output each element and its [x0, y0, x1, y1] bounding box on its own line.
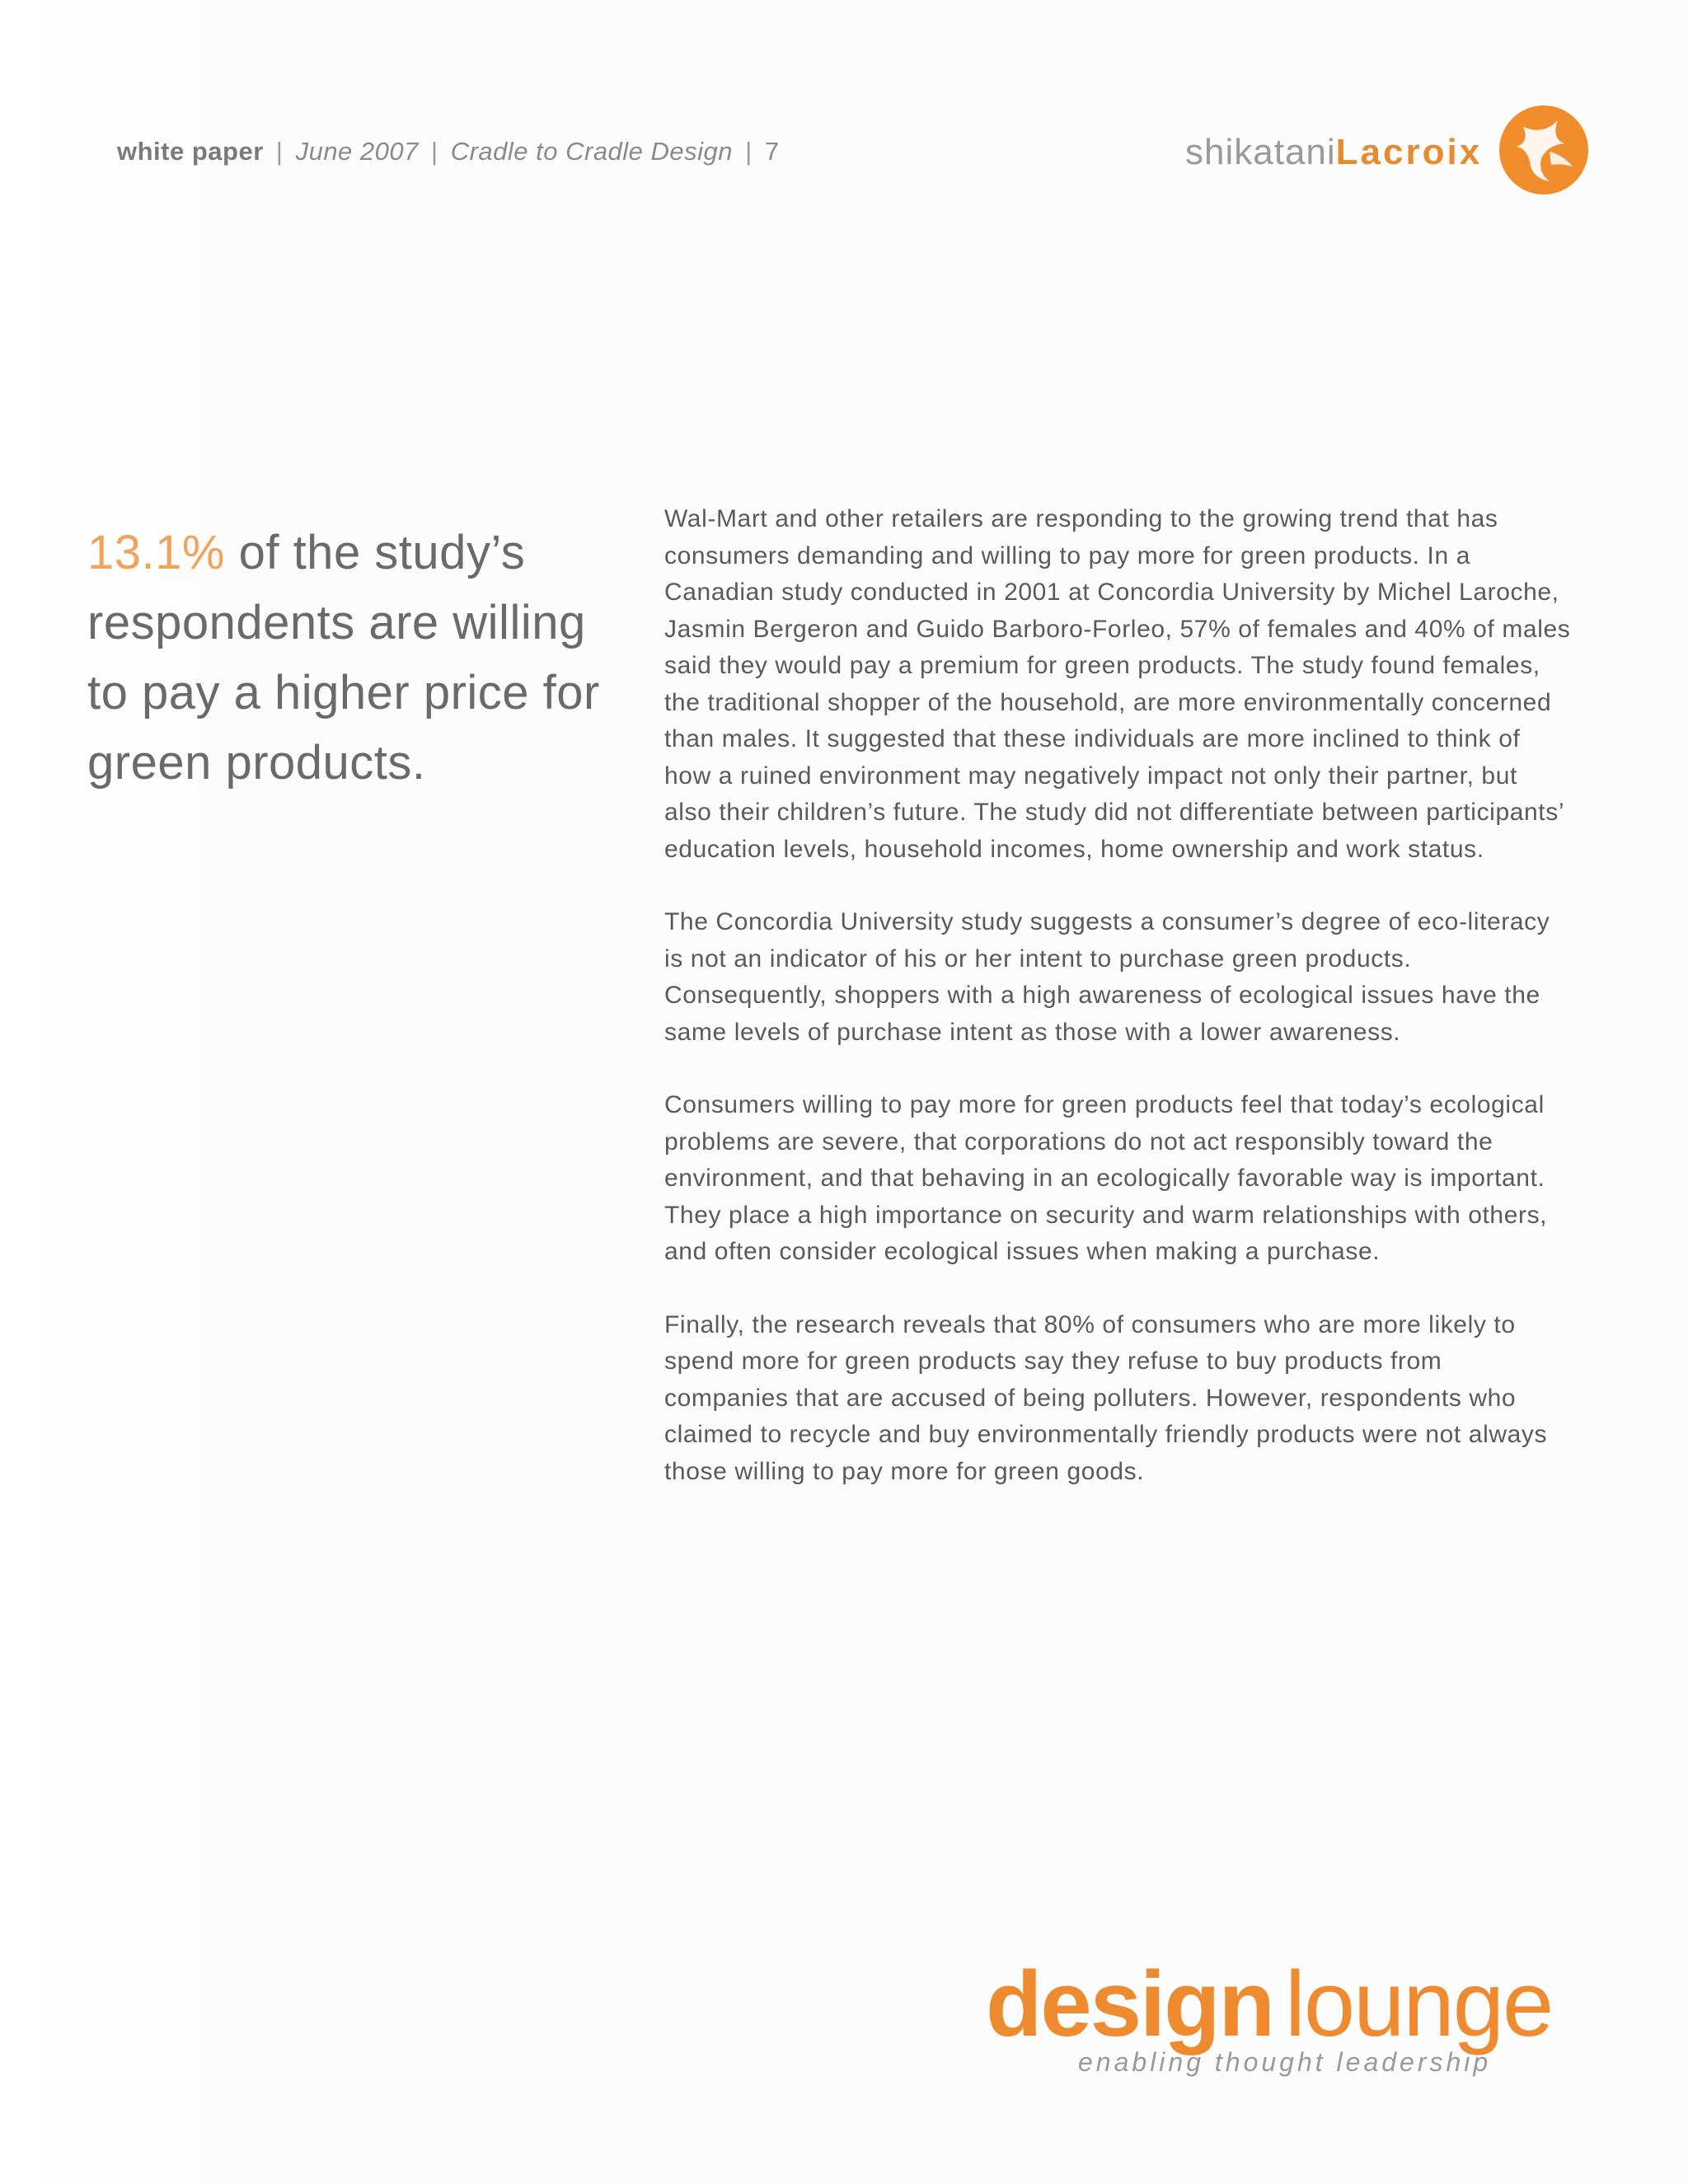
page-number: 7: [764, 137, 780, 166]
header-title: Cradle to Cradle Design: [450, 137, 734, 166]
header-separator: |: [745, 137, 753, 166]
header-separator: |: [431, 137, 438, 166]
page-margin-shade: [0, 0, 198, 2184]
paragraph: Finally, the research reveals that 80% of consumers who are more likely to spend more for green products say they refuse to buy products from companies that are accused of being polluters. However, respondents who claimed to recycle and buy environmentally friendly products were not always those willing to pay more for green goods.: [664, 1310, 1548, 1485]
pull-quote-text: of the study’s respondents are willing to pay a higher price for green products.: [87, 526, 600, 790]
shikatani-lacroix-logo: [1185, 102, 1589, 201]
paragraph: The Concordia University study suggests a consumer’s degree of eco-literacy is not an indicator of his or her intent to purchase green products. Consequently, shoppers with a high awareness of ecological issues have the same levels of purchase intent as those with a lower awareness.: [664, 908, 1550, 1046]
footer-brand-light: lounge: [1284, 1952, 1553, 2055]
footer-wordmark: [986, 1952, 1553, 2055]
header-separator: |: [275, 137, 284, 166]
footer-tagline: enabling thought leadership: [1078, 2047, 1492, 2077]
logo-emblem-icon: [1498, 102, 1589, 198]
body-text: [664, 501, 1571, 1526]
logo-name-light: shikatani: [1185, 132, 1336, 172]
logo-name-strong: Lacroix: [1335, 132, 1483, 172]
header-doc-type: white paper: [117, 137, 264, 166]
logo-wordmark: [1185, 132, 1482, 173]
paragraph: Wal-Mart and other retailers are responding to the growing trend that has consumers demanding and willing to pay more for green products. In a Canadian study conducted in 2001 at Concordia University by Michel Laroche, Jasmin Bergeron and Guido Barboro-Forleo, 57% of females and 40% of males said they would pay a premium for green products. The study found females, the traditional shopper of the household, are more environmentally concerned than males. It suggested that these individuals are more inclined to think of how a ruined environment may negatively impact not only their partner, but also their children’s future. The study did not differentiate between participants’ education levels, household incomes, home ownership and work status.: [664, 505, 1571, 863]
pull-quote: [87, 518, 615, 798]
paragraph: Consumers willing to pay more for green products feel that today’s ecological problems are severe, that corporations do not act responsibly toward the environment, and that behaving in an ecologically favorable way is important. They place a high importance on security and warm relationships with others, and often consider ecological issues when making a purchase.: [664, 1091, 1548, 1265]
design-lounge-logo: [986, 1952, 1563, 2087]
running-header: [117, 137, 780, 166]
footer-brand-bold: design: [986, 1952, 1273, 2055]
header-date: June 2007: [295, 137, 419, 166]
pull-quote-highlight: 13.1%: [87, 526, 225, 579]
